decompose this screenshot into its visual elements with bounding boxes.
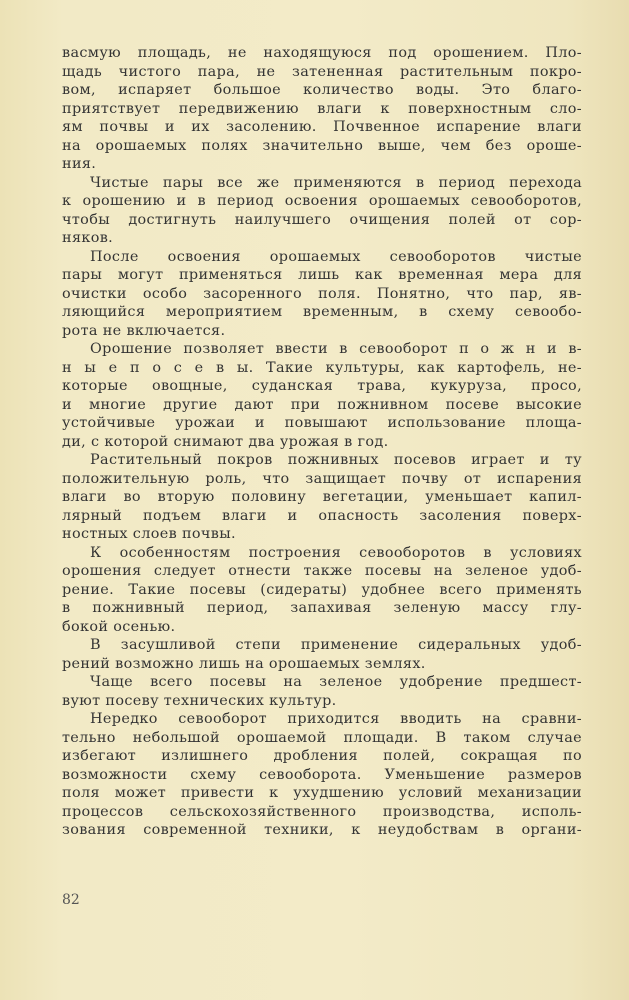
- text-line: приятствует передвижению влаги к поверхностным сло-: [62, 100, 582, 117]
- text-line: зования современной техники, к неудобствам в органи-: [62, 822, 582, 838]
- text-line: очистки особо засоренного поля. Понятно, что пар, яв-: [62, 285, 582, 302]
- text-line: ляющийся мероприятием временным, в схему севообо-: [62, 304, 582, 320]
- paragraph-first-line: К особенностям построения севооборотов в условиях: [90, 544, 582, 561]
- text-line: чтобы достигнуть наилучшего очищения полей от сор-: [62, 211, 582, 228]
- text-line: в пожнивный период, запахивая зеленую массу глу-: [62, 600, 582, 616]
- text-line: вуют посеву технических культур.: [62, 692, 337, 709]
- body-text: [62, 44, 582, 840]
- paragraph-first-line: Растительный покров пожнивных посевов играет и ту: [90, 452, 582, 468]
- text-line: рений возможно лишь на орошаемых землях.: [62, 655, 426, 672]
- text-line: пары могут применяться лишь как временная мера для: [62, 267, 582, 283]
- text-line: рота не включается.: [62, 322, 226, 339]
- text-line: к орошению и в период освоения орошаемых севооборотов,: [62, 193, 582, 209]
- text-line: бокой осенью.: [62, 618, 176, 635]
- paragraph-first-line: Чаще всего посевы на зеленое удобрение предшест-: [90, 674, 582, 690]
- text-line: ния.: [62, 156, 97, 172]
- text-line: орошения следует отнести также посевы на зеленое удоб-: [62, 563, 582, 579]
- text-line: ям почвы и их засолению. Почвенное испарение влаги: [62, 119, 582, 135]
- text-line: ди, с которой снимают два урожая в год.: [62, 433, 389, 450]
- text-line: васмую площадь, не находящуюся под орошением. Пло-: [62, 45, 582, 61]
- paragraph-first-line: Нередко севооборот приходится вводить на сравни-: [90, 711, 582, 727]
- paragraph-first-line: В засушливой степи применение сидеральных удоб-: [90, 637, 582, 653]
- text-line: процессов сельскохозяйственного производства, исполь-: [62, 803, 582, 820]
- text-line: влаги во вторую половину вегетации, уменьшает капил-: [62, 489, 582, 505]
- text-line: няков.: [62, 230, 114, 246]
- text-line: ностных слоев почвы.: [62, 526, 236, 542]
- text-line: рение. Такие посевы (сидераты) удобнее всего применять: [62, 581, 582, 598]
- text-line: возможности схему севооборота. Уменьшение размеров: [62, 766, 582, 783]
- text-line: вом, испаряет большое количество воды. Это благо-: [62, 82, 582, 98]
- text-line: н ы е п о с е в ы. Такие культуры, как картофель, не-: [62, 359, 582, 376]
- text-line: на орошаемых полях значительно выше, чем без ороше-: [62, 137, 582, 154]
- text-line: которые овощные, суданская трава, кукуруза, просо,: [62, 378, 582, 394]
- text-line: устойчивые урожаи и повышают использование площа-: [62, 415, 582, 431]
- text-line: поля может привести к ухудшению условий механизации: [62, 785, 582, 801]
- page-number: 82: [62, 892, 80, 908]
- text-line: щадь чистого пара, не затененная растительным покро-: [62, 63, 582, 80]
- text-line: избегают излишнего дробления полей, сокращая по: [62, 748, 582, 764]
- text-line: лярный подъем влаги и опасность засоления поверх-: [62, 507, 582, 524]
- paragraph-first-line: После освоения орошаемых севооборотов чистые: [90, 248, 582, 265]
- text-line: тельно небольшой орошаемой площади. В таком случае: [62, 729, 582, 746]
- paragraph-first-line: Чистые пары все же применяются в период перехода: [90, 174, 582, 191]
- text-line: и многие другие дают при пожнивном посеве высокие: [62, 396, 582, 413]
- paragraph-first-line: Орошение позволяет ввести в севооборот п о ж н и в-: [90, 341, 582, 357]
- text-line: положительную роль, что защищает почву от испарения: [62, 470, 582, 487]
